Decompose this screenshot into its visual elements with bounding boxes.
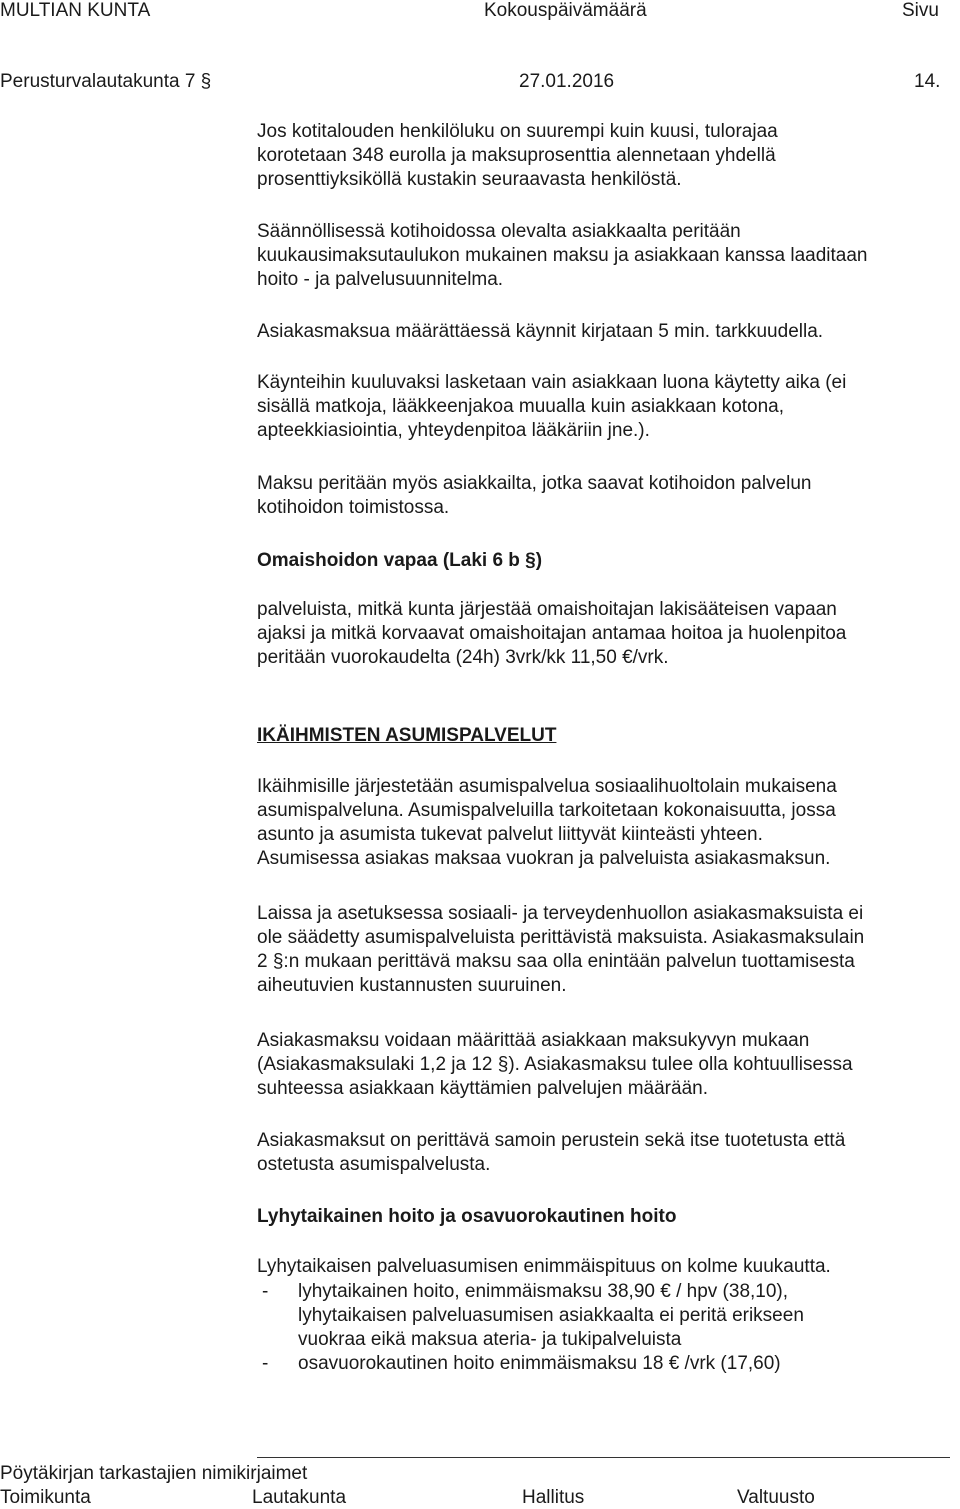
text-line: palveluista, mitkä kunta järjestää omaishoitajan lakisääteisen vapaan bbox=[257, 599, 837, 620]
paragraph-visit-recording bbox=[257, 320, 960, 344]
text-line: Säännöllisessä kotihoidossa olevalta asiakkaalta peritään bbox=[257, 221, 741, 242]
paragraph-caregiver-leave-fee bbox=[257, 598, 960, 670]
text-line: asumispalveluna. Asumispalveluilla tarkoitetaan kokonaisuutta, jossa bbox=[257, 800, 836, 821]
text-line: kuukausimaksutaulukon mukainen maksu ja asiakkaan kanssa laaditaan bbox=[257, 245, 868, 266]
paragraph-same-basis bbox=[257, 1129, 960, 1177]
text-line: suhteessa asiakkaan käyttämien palvelujen määrään. bbox=[257, 1078, 708, 1099]
text-line: Asiakasmaksut on perittävä samoin perustein sekä itse tuotetusta että bbox=[257, 1130, 846, 1151]
text-line: korotetaan 348 eurolla ja maksuprosenttia alennetaan yhdellä bbox=[257, 145, 776, 166]
text-line: Laissa ja asetuksessa sosiaali- ja terveydenhuollon asiakasmaksuista ei bbox=[257, 903, 864, 924]
paragraph-regular-home-care bbox=[257, 220, 960, 292]
paragraph-housing-services bbox=[257, 775, 960, 871]
footer-column-valtuusto: Valtuusto bbox=[737, 1487, 815, 1508]
text-line: aiheutuvien kustannusten suuruinen. bbox=[257, 975, 567, 996]
paragraph-visit-time bbox=[257, 371, 960, 443]
text-line: hoito - ja palvelusuunnitelma. bbox=[257, 269, 504, 290]
header-page-number: 14. bbox=[914, 71, 941, 92]
heading-elderly-housing-services: IKÄIHMISTEN ASUMISPALVELUT bbox=[257, 725, 557, 746]
bullet-dash: - bbox=[262, 1281, 269, 1302]
text-line: ole säädetty asumispalveluista perittävistä maksuista. Asiakasmaksulain bbox=[257, 927, 865, 948]
text-line: Asiakasmaksu voidaan määrittää asiakkaan maksukyvyn mukaan bbox=[257, 1030, 810, 1051]
fee-bullet-list bbox=[257, 1280, 960, 1376]
paragraph-max-duration: Lyhytaikaisen palveluasumisen enimmäispituus on kolme kuukautta. bbox=[257, 1256, 831, 1277]
text-line: prosenttiyksiköllä kustakin seuraavasta henkilöstä. bbox=[257, 169, 682, 190]
text-line: Käynteihin kuuluvaksi lasketaan vain asiakkaan luona käytetty aika (ei bbox=[257, 372, 847, 393]
text-line: Maksu peritään myös asiakkailta, jotka saavat kotihoidon palvelun bbox=[257, 473, 812, 494]
text-line: lyhytaikainen hoito, enimmäismaksu 38,90 € / hpv (38,10), bbox=[298, 1281, 789, 1302]
text-line: osavuorokautinen hoito enimmäismaksu 18 € /vrk (17,60) bbox=[298, 1353, 781, 1374]
header-meeting-date-label: Kokouspäivämäärä bbox=[484, 0, 647, 21]
text-line: vuokraa eikä maksua ateria- ja tukipalveluista bbox=[298, 1329, 682, 1350]
header-meeting-date: 27.01.2016 bbox=[519, 71, 615, 92]
paragraph-office-clients bbox=[257, 472, 960, 520]
paragraph-payment-capacity bbox=[257, 1029, 960, 1101]
bullet-dash: - bbox=[262, 1353, 269, 1374]
footer-column-lautakunta: Lautakunta bbox=[252, 1487, 347, 1508]
text-line: Asiakasmaksua määrättäessä käynnit kirjataan 5 min. tarkkuudella. bbox=[257, 321, 824, 342]
list-item bbox=[257, 1352, 960, 1376]
text-line: Asumisessa asiakas maksaa vuokran ja palveluista asiakasmaksun. bbox=[257, 848, 831, 869]
paragraph-client-fee-law bbox=[257, 902, 960, 998]
header-body-name: Perusturvalautakunta 7 § bbox=[0, 71, 212, 92]
text-line: (Asiakasmaksulaki 1,2 ja 12 §). Asiakasmaksu tulee olla kohtuullisessa bbox=[257, 1054, 853, 1075]
header-page-label: Sivu bbox=[902, 0, 939, 21]
footer-column-hallitus: Hallitus bbox=[522, 1487, 585, 1508]
text-line: ajaksi ja mitkä korvaavat omaishoitajan antamaa hoitoa ja huolenpitoa bbox=[257, 623, 847, 644]
paragraph-household-size bbox=[257, 120, 960, 192]
text-line: 2 §:n mukaan perittävä maksu saa olla enintään palvelun tuottamisesta bbox=[257, 951, 855, 972]
text-line: Jos kotitalouden henkilöluku on suurempi kuin kuusi, tulorajaa bbox=[257, 121, 778, 142]
text-line: ostetusta asumispalvelusta. bbox=[257, 1154, 491, 1175]
text-line: lyhytaikaisen palveluasumisen asiakkaalta ei peritä erikseen bbox=[298, 1305, 804, 1326]
heading-caregiver-leave: Omaishoidon vapaa (Laki 6 b §) bbox=[257, 550, 543, 571]
list-item bbox=[257, 1280, 960, 1352]
footer-column-toimikunta: Toimikunta bbox=[0, 1487, 91, 1508]
text-line: asunto ja asumista tukevat palvelut liittyvät kiinteästi yhteen. bbox=[257, 824, 763, 845]
footer-signatures-label: Pöytäkirjan tarkastajien nimikirjaimet bbox=[0, 1463, 308, 1484]
footer-divider bbox=[257, 1457, 950, 1458]
heading-short-term-care: Lyhytaikainen hoito ja osavuorokautinen hoito bbox=[257, 1206, 677, 1227]
text-line: sisällä matkoja, lääkkeenjakoa muualla kuin asiakkaan kotona, bbox=[257, 396, 785, 417]
text-line: Ikäihmisille järjestetään asumispalvelua sosiaalihuoltolain mukaisena bbox=[257, 776, 837, 797]
text-line: apteekkiasiointia, yhteydenpitoa lääkäriin jne.). bbox=[257, 420, 650, 441]
text-line: peritään vuorokaudelta (24h) 3vrk/kk 11,50 €/vrk. bbox=[257, 647, 669, 668]
text-line: kotihoidon toimistossa. bbox=[257, 497, 450, 518]
header-municipality: MULTIAN KUNTA bbox=[0, 0, 151, 21]
